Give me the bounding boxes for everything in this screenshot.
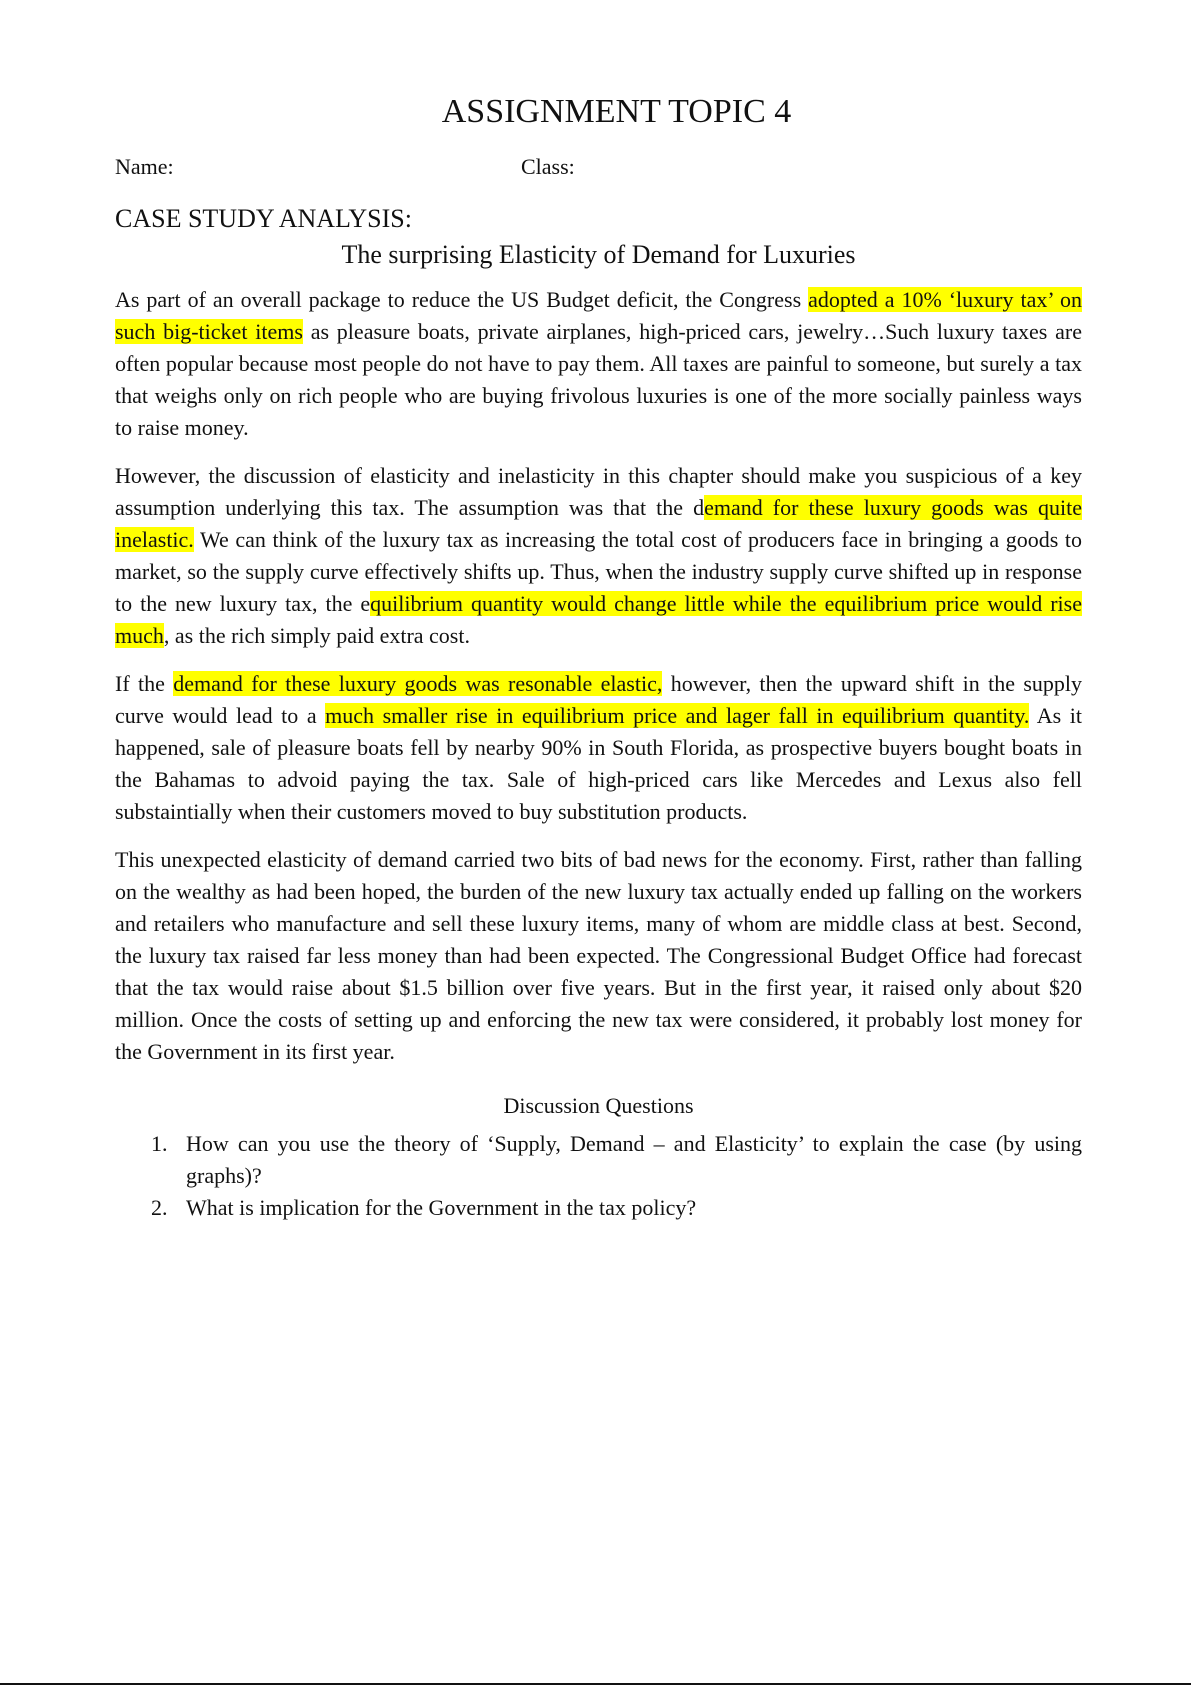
document-page: [115, 86, 1082, 1224]
student-info-row: [115, 152, 1082, 188]
highlighted-text: demand for these luxury goods was resonable elastic,: [173, 671, 663, 696]
case-study-heading: CASE STUDY ANALYSIS:: [115, 204, 412, 233]
paragraph-1: [115, 284, 1082, 444]
question-number: 2.: [151, 1195, 168, 1220]
class-label: Class:: [521, 154, 575, 179]
highlighted-text: adopted a 10% ‘luxury tax’ on such big-ticket items: [115, 287, 1082, 344]
paragraph-4: [115, 844, 1082, 1068]
question-text: What is implication for the Government in the tax policy?: [186, 1195, 697, 1220]
paragraph-text: however, then the upward shift in the supply curve would lead to a: [115, 671, 1083, 728]
paragraph-text: , as the rich simply paid extra cost.: [163, 623, 470, 648]
name-label: Name:: [115, 154, 174, 179]
paragraph-text: as pleasure boats, private airplanes, high-priced cars, jewelry…Such luxury taxes are often popular because most people do not have to pay them. All taxes are painful to someone, but surely a tax that weighs only on rich people who are buying frivolous luxuries is one of the more socially painless ways to raise money.: [115, 319, 1082, 440]
highlighted-text: much smaller rise in equilibrium price and lager fall in equilibrium quantity.: [325, 703, 1030, 728]
question-number: 1.: [151, 1131, 168, 1156]
question-item: [115, 1128, 1082, 1192]
paragraph-text: We can think of the luxury tax as increasing the total cost of producers face in bringing a goods to market, so the supply curve effectively shifts up. Thus, when the industry supply curve shifted up in response to the new luxury tax, the e: [115, 527, 1082, 616]
question-item: [115, 1192, 1082, 1224]
paragraph-text: As part of an overall package to reduce the US Budget deficit, the Congress: [115, 287, 809, 312]
question-text: How can you use the theory of ‘Supply, Demand – and Elasticity’ to explain the case (by using graphs)?: [186, 1131, 1082, 1188]
highlighted-text: emand for these luxury goods was quite inelastic.: [115, 495, 1082, 552]
paragraph-text: However, the discussion of elasticity and inelasticity in this chapter should make you suspicious of a key assumption underlying this tax. The assumption was that the d: [115, 463, 1082, 520]
paragraph-text: This unexpected elasticity of demand carried two bits of bad news for the economy. First, rather than falling on the wealthy as had been hoped, the burden of the new luxury tax actually ended up falling on the workers and retailers who manufacture and sell these luxury items, many of whom are middle class at best. Second, the luxury tax raised far less money than had been expected. The Congressional Budget Office had forecast that the tax would raise about $1.5 billion over five years. But in the first year, it raised only about $20 million. Once the costs of setting up and enforcing the new tax were considered, it probably lost money for the Government in its first year.: [115, 847, 1082, 1064]
paragraph-2: [115, 460, 1082, 652]
case-study-subtitle: The surprising Elasticity of Demand for Luxuries: [341, 240, 856, 269]
paragraph-text: If the: [115, 671, 174, 696]
paragraph-text: As it happened, sale of pleasure boats fell by nearby 90% in South Florida, as prospective buyers bought boats in the Bahamas to advoid paying the tax. Sale of high-priced cars like Mercedes and Lexus also fell substaintially when their customers moved to buy substitution products.: [115, 703, 1082, 824]
paragraph-3: [115, 668, 1082, 828]
assignment-title: ASSIGNMENT TOPIC 4: [441, 93, 792, 130]
highlighted-text: quilibrium quantity would change little while the equilibrium price would rise much: [115, 591, 1082, 648]
discussion-question-list: [115, 1128, 1082, 1224]
discussion-questions-heading: Discussion Questions: [503, 1093, 694, 1118]
